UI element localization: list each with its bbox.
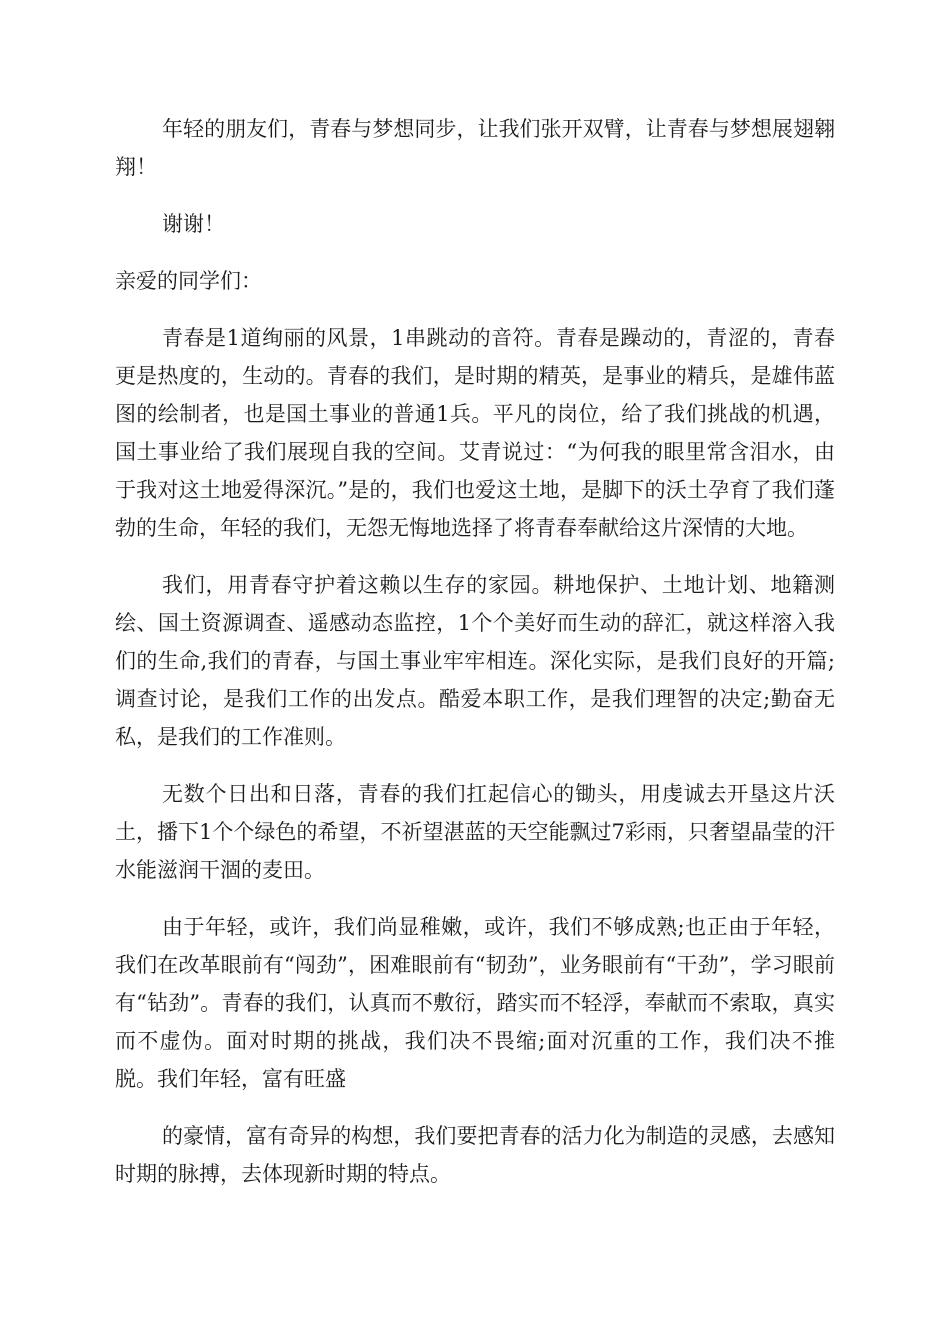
paragraph-being-young: 由于年轻，或许，我们尚显稚嫩，或许，我们不够成熟;也正由于年轻，我们在改革眼前有“闯劲”，困难眼前有“韧劲”，业务眼前有“干劲”，学习眼前有“钻劲”。青春的我们，认真而不敷衍，踏实而不轻浮，奉献而不索取，真实而不虚伪。面对时期的挑战，我们决不畏缩;面对沉重的工作，我们决不推脱。我们年轻，富有旺盛 <box>115 915 835 1091</box>
paragraph-thanks: 谢谢！ <box>162 212 225 236</box>
paragraph-closing-call: 年轻的朋友们，青春与梦想同步，让我们张开双臂，让青春与梦想展翅翱翔！ <box>115 117 835 179</box>
paragraph-passion: 的豪情，富有奇异的构想，我们要把青春的活力化为制造的灵感，去感知时期的脉搏，去体现新时期的特点。 <box>115 1124 835 1186</box>
paragraph-salutation: 亲爱的同学们： <box>115 269 262 293</box>
paragraph-guarding-homeland: 我们，用青春守护着这赖以生存的家园。耕地保护、土地计划、地籍测绘、国土资源调查、遥感动态监控，1个个美好而生动的辞汇，就这样溶入我们的生命,我们的青春，与国土事业牢牢相连。深化实际，是我们良好的开篇;调查讨论，是我们工作的出发点。酷爱本职工作，是我们理智的决定;勤奋无私，是我们的工作准则。 <box>115 573 835 749</box>
document-body <box>115 110 835 1212</box>
paragraph-youth-landscape: 青春是1道绚丽的风景，1串跳动的音符。青春是躁动的，青涩的，青春更是热度的，生动的。青春的我们，是时期的精英，是事业的精兵，是雄伟蓝图的绘制者，也是国土事业的普通1兵。平凡的岗位，给了我们挑战的机遇，国土事业给了我们展现自我的空间。艾青说过：“为何我的眼里常含泪水，由于我对这土地爱得深沉。”是的，我们也爱这土地，是脚下的沃土孕育了我们蓬勃的生命，年轻的我们，无怨无悔地选择了将青春奉献给这片深情的大地。 <box>115 326 835 540</box>
paragraph-sunrise-sunset: 无数个日出和日落，青春的我们扛起信心的锄头，用虔诚去开垦这片沃土，播下1个个绿色的希望，不祈望湛蓝的天空能飘过7彩雨，只奢望晶莹的汗水能滋润干涸的麦田。 <box>115 782 835 882</box>
